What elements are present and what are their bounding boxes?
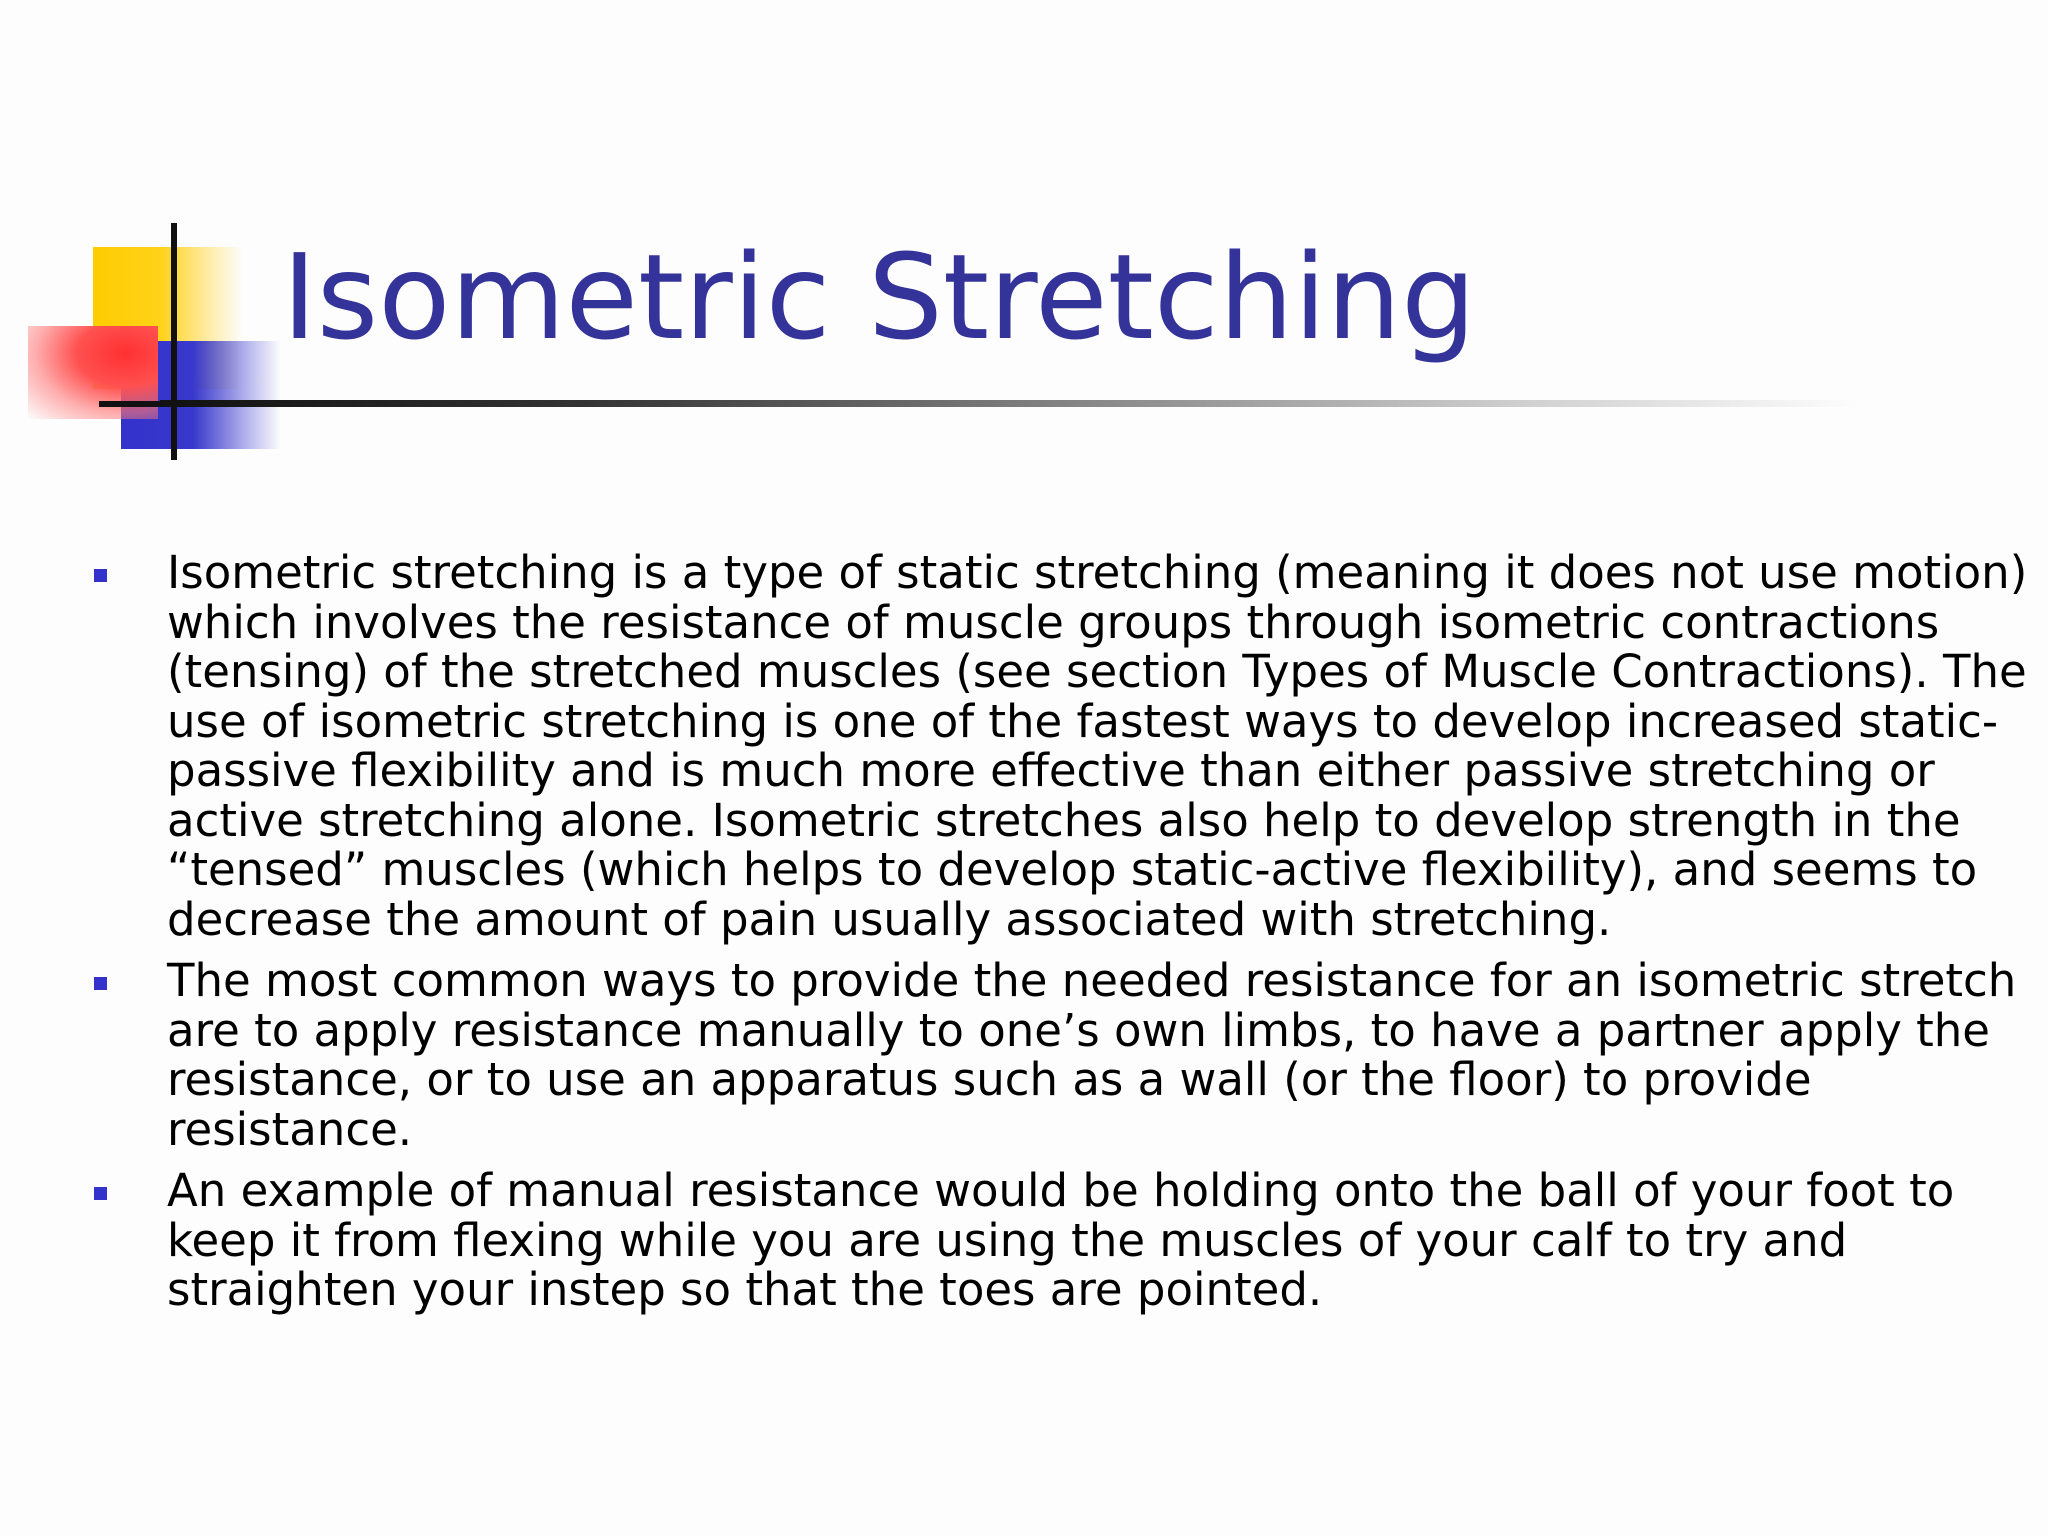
- slide-decoration-logo: [0, 0, 300, 480]
- title-underline: [160, 400, 1860, 407]
- square-bullet-icon: [94, 569, 107, 582]
- bullet-list: [88, 548, 2028, 1327]
- square-bullet-icon: [94, 977, 107, 990]
- bullet-text: The most common ways to provide the needed resistance for an isometric stretch are to apply resistance manually to one’s own limbs, to have a partner apply the resistance, or to use an apparatus such as a wall (or the floor) to provide resistance.: [167, 954, 2017, 1156]
- slide-title: Isometric Stretching: [282, 228, 1477, 366]
- bullet-item: [88, 1166, 2028, 1315]
- bullet-item: [88, 956, 2028, 1154]
- bullet-item: [88, 548, 2028, 944]
- square-bullet-icon: [94, 1187, 107, 1200]
- vertical-line: [171, 223, 177, 460]
- bullet-text: An example of manual resistance would be holding onto the ball of your foot to keep it from flexing while you are using the muscles of your calf to try and straighten your instep so that the toes are pointed.: [167, 1164, 1955, 1316]
- bullet-text: Isometric stretching is a type of static stretching (meaning it does not use motion) which involves the resistance of muscle groups through isometric contractions (tensing) of the stretched muscles (see section Types of Muscle Contractions). The use of isometric stretching is one of the fastest ways to develop increased static-passive flexibility and is much more effective than either passive stretching or active stretching alone. Isometric stretches also help to develop strength in the “tensed” muscles (which helps to develop static-active flexibility), and seems to decrease the amount of pain usually associated with stretching.: [167, 546, 2028, 946]
